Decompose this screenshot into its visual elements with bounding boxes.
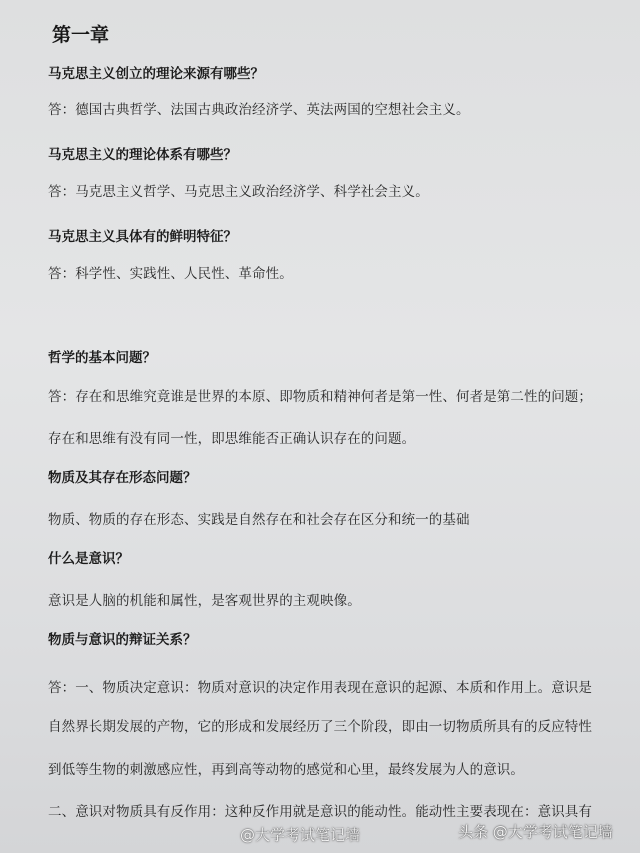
question-theory-system: 马克思主义的理论体系有哪些？ <box>48 147 237 163</box>
answer-what-is-consciousness: 意识是人脑的机能和属性，是客观世界的主观映像。 <box>48 593 361 609</box>
answer-distinct-features: 答：科学性、实践性、人民性、革命性。 <box>48 266 293 282</box>
chapter-title: 第一章 <box>52 24 110 46</box>
answer-theory-sources: 答：德国古典哲学、法国古典政治经济学、英法两国的空想社会主义。 <box>48 102 470 118</box>
question-what-is-consciousness: 什么是意识？ <box>48 551 129 567</box>
answer-relation-line-1: 答：一、物质决定意识：物质对意识的决定作用表现在意识的起源、本质和作用上。意识是 <box>48 680 592 696</box>
answer-basic-philosophy-line-1: 答：存在和思维究竟谁是世界的本原、即物质和精神何者是第一性、何者是第二性的问题； <box>48 389 592 405</box>
answer-relation-line-4: 二、意识对物质具有反作用：这种反作用就是意识的能动性。能动性主要表现在：意识具有 <box>48 804 592 820</box>
answer-matter-forms: 物质、物质的存在形态、实践是自然存在和社会存在区分和统一的基础 <box>48 512 470 528</box>
answer-relation-line-3: 到低等生物的刺激感应性，再到高等动物的感觉和心里，最终发展为人的意识。 <box>48 762 524 778</box>
answer-basic-philosophy-line-2: 存在和思维有没有同一性，即思维能否正确认识存在的问题。 <box>48 431 416 447</box>
question-matter-forms: 物质及其存在形态问题？ <box>48 470 197 486</box>
answer-relation-line-2: 自然界长期发展的产物，它的形成和发展经历了三个阶段，即由一切物质所具有的反应特性 <box>48 719 592 735</box>
question-basic-philosophy: 哲学的基本问题？ <box>48 350 156 366</box>
question-matter-consciousness-relation: 物质与意识的辩证关系？ <box>48 632 197 648</box>
question-theory-sources: 马克思主义创立的理论来源有哪些？ <box>48 66 264 82</box>
watermark-left: @大学考试笔记墙 <box>240 826 361 844</box>
question-distinct-features: 马克思主义具体有的鲜明特征？ <box>48 229 237 245</box>
answer-theory-system: 答：马克思主义哲学、马克思主义政治经济学、科学社会主义。 <box>48 184 429 200</box>
watermark-right: 头条 @大学考试笔记墙 <box>458 823 613 841</box>
